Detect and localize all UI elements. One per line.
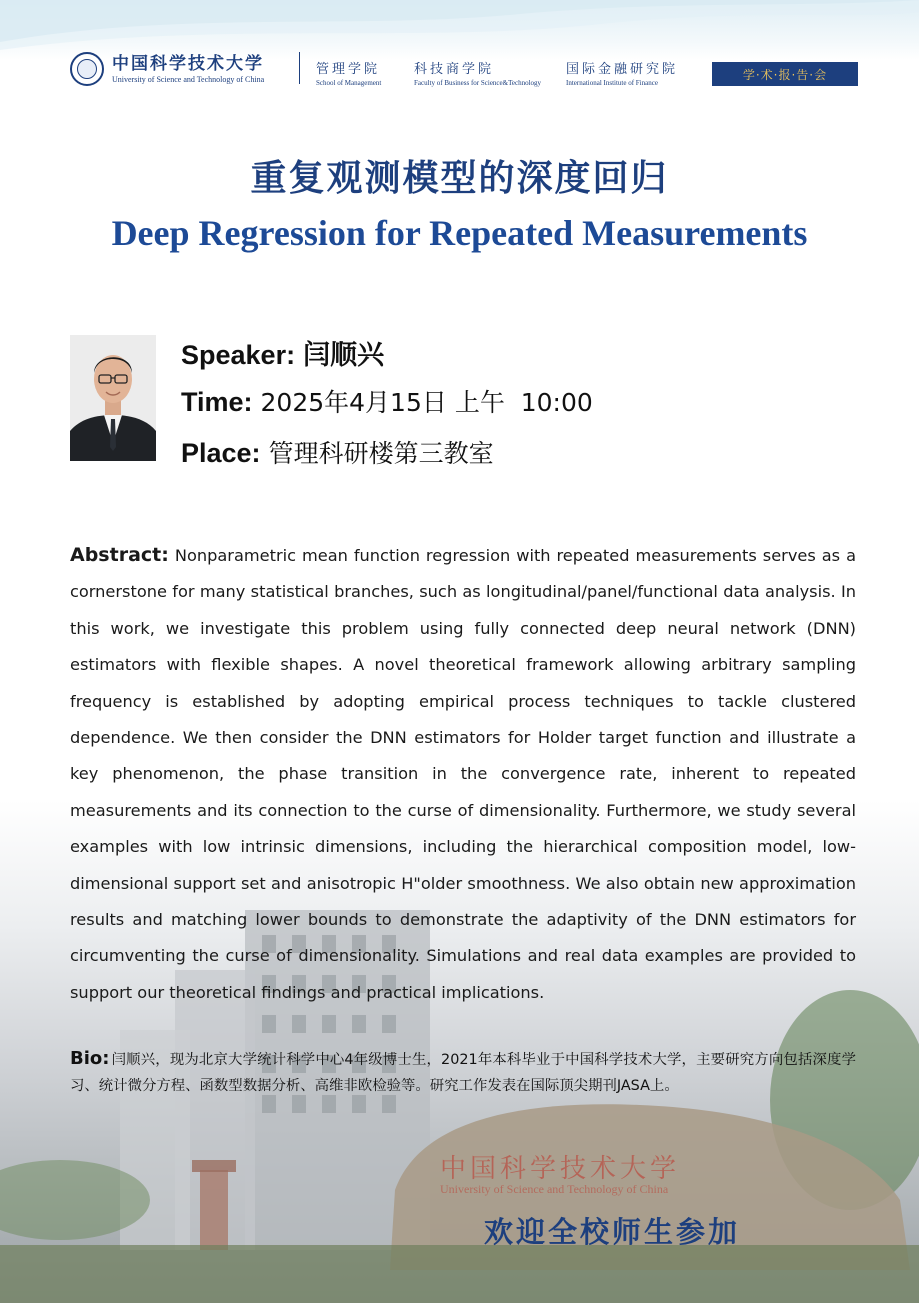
bio-label: Bio:	[70, 1048, 110, 1069]
place-row	[181, 434, 494, 470]
abstract-label: Abstract:	[70, 544, 169, 566]
time-row	[181, 383, 593, 419]
header-bar	[68, 46, 858, 88]
bio-text: 闫顺兴，现为北京大学统计科学中心4年级博士生，2021年本科毕业于中国科学技术大学，主要研究方向包括深度学习、统计微分方程、函数型数据分析、高维非欧检验等。研究工作发表在国际顶尖期刊JASA上。	[70, 1052, 856, 1094]
header-divider	[299, 52, 300, 84]
university-name-en: University of Science and Technology of China	[112, 75, 265, 84]
seminar-badge: 学·术·报·告·会	[712, 62, 858, 86]
place-label: Place:	[181, 438, 261, 468]
speaker-name: 闫顺兴	[303, 340, 385, 370]
school-name-cn: 国际金融研究院	[566, 62, 679, 77]
stone-inscription-en: University of Science and Technology of China	[440, 1182, 669, 1196]
speaker-portrait-image	[70, 335, 156, 461]
stone-inscription-cn: 中国科学技术大学	[440, 1154, 681, 1184]
bio-section	[70, 1046, 856, 1099]
school-name-cn: 科技商学院	[414, 62, 495, 77]
school-name-en: School of Management	[316, 79, 382, 87]
university-seal-icon	[70, 52, 104, 86]
school-name-en: Faculty of Business for Science&Technology	[414, 79, 542, 87]
school-business	[414, 58, 541, 87]
speaker-photo	[70, 335, 156, 461]
school-finance	[566, 58, 678, 87]
place-value: 管理科研楼第三教室	[268, 439, 494, 468]
abstract-text: Nonparametric mean function regression with repeated measurements serves as a cornerstone for many statistical branches, such as longitudinal/panel/functional data analysis. In this work, we investigate this problem using fully connected deep neural network (DNN) estimators with flexible shapes. A novel theoretical framework allowing arbitrary sampling frequency is established by adopting empirical process techniques to tackle clustered dependence. We then consider the DNN estimators for Holder target function and illustrate a key phenomenon, the phase transition in the convergence rate, inherent to repeated measurements and its connection to the curse of dimensionality. Furthermore, we study several examples with low intrinsic dimensions, including the hierarchical composition model, low-dimensional support set and anisotropic H"older smoothness. We also obtain new approximation results and matching lower bounds to demonstrate the adaptivity of the DNN estimators for circumventing the curse of dimensionality. Simulations and real data examples are provided to support our theoretical findings and practical implications.	[70, 546, 856, 1002]
abstract-section	[70, 537, 856, 1011]
school-name-en: International Institute of Finance	[566, 79, 658, 87]
page-title-en: Deep Regression for Repeated Measurements	[111, 213, 808, 253]
welcome-message: 欢迎全校师生参加	[484, 1215, 741, 1249]
school-name-cn: 管理学院	[316, 62, 381, 77]
time-value: 2025年4月15日 上午 10:00	[260, 388, 593, 417]
school-management	[316, 58, 381, 87]
speaker-label: Speaker:	[181, 340, 296, 370]
university-name-cn: 中国科学技术大学	[112, 54, 264, 74]
page-title-cn: 重复观测模型的深度回归	[250, 157, 669, 199]
speaker-row	[181, 333, 384, 372]
time-label: Time:	[181, 387, 253, 417]
